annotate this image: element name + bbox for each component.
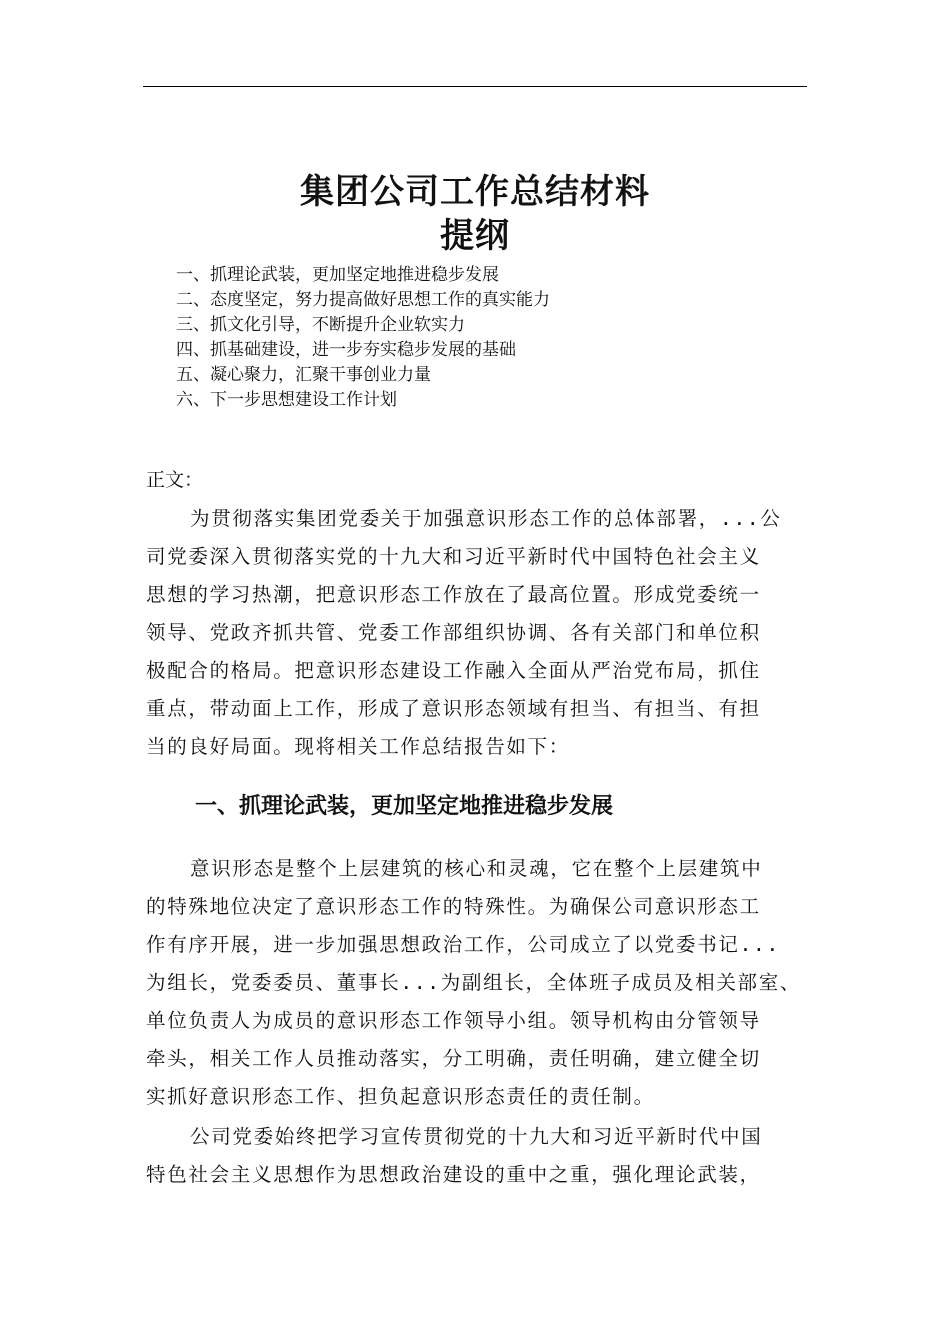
outline-item: 三、抓文化引导，不断提升企业软实力 bbox=[176, 315, 465, 335]
outline-list bbox=[176, 263, 550, 413]
paragraph-line: 领导、党政齐抓共管、党委工作部组织协调、各有关部门和单位积 bbox=[146, 621, 761, 644]
paragraph-line: 思想的学习热潮，把意识形态工作放在了最高位置。形成党委统一 bbox=[146, 583, 761, 606]
paragraph-line: 司党委深入贯彻落实党的十九大和习近平新时代中国特色社会主义 bbox=[146, 545, 761, 568]
paragraph-line: 实抓好意识形态工作、担负起意识形态责任的责任制。 bbox=[146, 1085, 655, 1108]
paragraph-line: 作有序开展，进一步加强思想政治工作，公司成立了以党委书记... bbox=[146, 933, 780, 956]
paragraph-line: 意识形态是整个上层建筑的核心和灵魂，它在整个上层建筑中 bbox=[190, 857, 763, 880]
header-rule bbox=[143, 86, 807, 87]
section-heading: 一、抓理论武装，更加坚定地推进稳步发展 bbox=[195, 794, 614, 819]
outline-item: 二、态度坚定，努力提高做好思想工作的真实能力 bbox=[176, 290, 550, 310]
paragraph-line: 特色社会主义思想作为思想政治建设的重中之重，强化理论武装， bbox=[146, 1163, 761, 1186]
paragraph-line: 单位负责人为成员的意识形态工作领导小组。领导机构由分管领导 bbox=[146, 1009, 761, 1032]
paragraph-section1-continued bbox=[146, 1118, 811, 1194]
outline-item: 一、抓理论武装，更加坚定地推进稳步发展 bbox=[176, 265, 499, 285]
paragraph-line: 的特殊地位决定了意识形态工作的特殊性。为确保公司意识形态工 bbox=[146, 895, 761, 918]
paragraph-line: 牵头，相关工作人员推动落实，分工明确，责任明确，建立健全切 bbox=[146, 1047, 761, 1070]
paragraph-line: 公司党委始终把学习宣传贯彻党的十九大和习近平新时代中国 bbox=[190, 1125, 763, 1148]
paragraph-line: 为贯彻落实集团党委关于加强意识形态工作的总体部署，...公 bbox=[190, 507, 782, 530]
outline-item: 六、下一步思想建设工作计划 bbox=[176, 390, 397, 410]
document-title: 集团公司工作总结材料 bbox=[300, 172, 650, 212]
paragraph-intro bbox=[146, 500, 811, 766]
body-label: 正文： bbox=[146, 469, 204, 491]
paragraph-line: 当的良好局面。现将相关工作总结报告如下： bbox=[146, 735, 571, 758]
paragraph-line: 重点，带动面上工作，形成了意识形态领域有担当、有担当、有担 bbox=[146, 697, 761, 720]
outline-item: 四、抓基础建设，进一步夯实稳步发展的基础 bbox=[176, 340, 516, 360]
paragraph-line: 极配合的格局。把意识形态建设工作融入全面从严治党布局，抓住 bbox=[146, 659, 761, 682]
paragraph-section1 bbox=[146, 850, 811, 1116]
paragraph-line: 为组长，党委委员、董事长...为副组长，全体班子成员及相关部室、 bbox=[146, 971, 802, 994]
document-subtitle: 提纲 bbox=[440, 216, 510, 256]
outline-item: 五、凝心聚力，汇聚干事创业力量 bbox=[176, 365, 431, 385]
